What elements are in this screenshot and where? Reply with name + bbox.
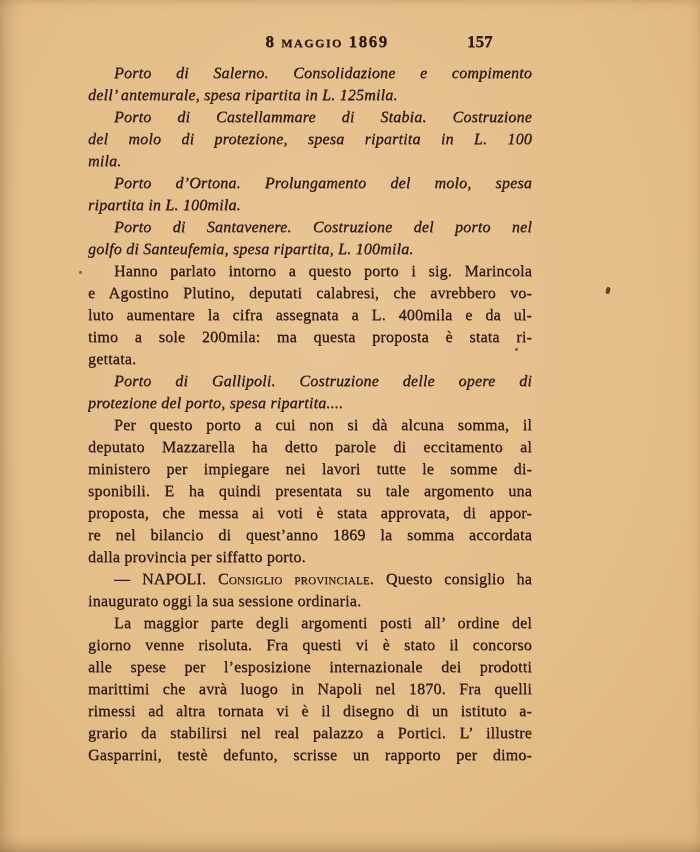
text-block <box>88 63 532 767</box>
text-segment: giorno venne risoluta. Fra questi vi è stato il concorso <box>88 637 532 654</box>
text-line <box>88 85 532 107</box>
text-segment: Porto di Salerno. Consolidazione e compimento <box>114 65 532 82</box>
text-segment: Porto di Castellammare di Stabia. Costruzione <box>114 109 532 126</box>
ink-speck <box>515 348 518 351</box>
text-segment: ministero per impiegare nei lavori tutte le somme di- <box>88 461 532 478</box>
text-line <box>88 437 532 459</box>
text-segment: del molo di protezione, spesa ripartita in L. 100 <box>88 131 532 148</box>
text-segment: marittimi che avrà luogo in Napoli nel 1870. Fra quelli <box>88 681 532 698</box>
text-line <box>88 547 532 569</box>
text-segment: re nel bilancio di quest’anno 1869 la somma accordata <box>88 527 532 544</box>
text-segment: proposta, che messa ai voti è stata approvata, di appor- <box>88 505 532 522</box>
text-line <box>88 327 532 349</box>
text-segment: Per questo porto a cui non si dà alcuna somma, il <box>114 417 532 434</box>
ink-speck <box>605 287 610 295</box>
text-line <box>88 635 532 657</box>
text-segment: timo a sole 200mila: ma questa proposta è stata ri- <box>88 329 532 346</box>
text-line <box>88 745 532 767</box>
text-segment: luto aumentare la cifra assegnata a L. 400mila e da ul- <box>88 307 532 324</box>
text-line <box>88 723 532 745</box>
text-segment: protezione del porto, spesa ripartita.... <box>88 395 344 412</box>
text-line <box>88 657 532 679</box>
text-line <box>88 503 532 525</box>
text-line <box>88 481 532 503</box>
text-segment: dell’ antemurale, spesa ripartita in L. 125mila. <box>88 87 398 104</box>
text-segment: grario da stabilirsi nel real palazzo a Portici. L’ illustre <box>88 725 532 742</box>
text-line <box>88 679 532 701</box>
text-segment: dalla provincia per siffatto porto. <box>88 549 306 566</box>
text-segment: Consiglio provinciale. <box>217 571 386 588</box>
text-segment: e Agostino Plutino, deputati calabresi, che avrebbero vo- <box>88 285 532 302</box>
text-line <box>88 459 532 481</box>
text-line <box>88 239 532 261</box>
text-line <box>88 195 532 217</box>
ink-speck <box>79 271 82 274</box>
text-line <box>88 283 532 305</box>
text-segment: inaugurato oggi la sua sessione ordinaria. <box>88 593 362 610</box>
text-segment: ripartita in L. 100mila. <box>88 197 241 214</box>
text-line <box>88 261 532 283</box>
text-segment: alle spese per l’esposizione internazionale dei prodotti <box>88 659 532 676</box>
text-segment: rimessi ad altra tornata vi è il disegno di un istituto a- <box>88 703 532 720</box>
text-segment: Hanno parlato intorno a questo porto i sig. Marincola <box>114 263 532 280</box>
text-segment: Porto d’Ortona. Prolungamento del molo, spesa <box>114 175 532 192</box>
text-line <box>88 217 532 239</box>
text-line <box>88 173 532 195</box>
page-number: 157 <box>467 32 493 51</box>
text-line <box>88 591 532 613</box>
text-line <box>88 305 532 327</box>
text-segment: golfo di Santeufemia, spesa ripartita, L. 100mila. <box>88 241 414 258</box>
text-segment: gettata. <box>88 351 137 368</box>
text-line <box>88 701 532 723</box>
text-line <box>88 107 532 129</box>
text-segment: Porto di Gallipoli. Costruzione delle opere di <box>114 373 532 390</box>
running-head <box>0 31 700 53</box>
text-segment: deputato Mazzarella ha detto parole di eccitamento al <box>88 439 532 456</box>
text-line <box>88 393 532 415</box>
text-line <box>88 525 532 547</box>
text-segment: Gasparrini, testè defunto, scrisse un rapporto per dimo- <box>88 747 532 764</box>
text-segment: — NAPOLI. <box>114 571 218 588</box>
text-line <box>88 349 532 371</box>
text-line <box>88 613 532 635</box>
text-segment: La maggior parte degli argomenti posti all’ ordine del <box>114 615 532 632</box>
text-segment: Questo consiglio ha <box>385 571 532 588</box>
text-line <box>88 151 532 173</box>
text-segment: Porto di Santavenere. Costruzione del porto nel <box>114 219 532 236</box>
text-segment: sponibili. E ha quindi presentata su tale argomento una <box>88 483 532 500</box>
text-line <box>88 569 532 591</box>
running-head-date: 8 maggio 1869 <box>265 32 389 51</box>
text-line <box>88 63 532 85</box>
text-line <box>88 129 532 151</box>
text-line <box>88 371 532 393</box>
text-segment: mila. <box>88 153 122 170</box>
text-line <box>88 415 532 437</box>
